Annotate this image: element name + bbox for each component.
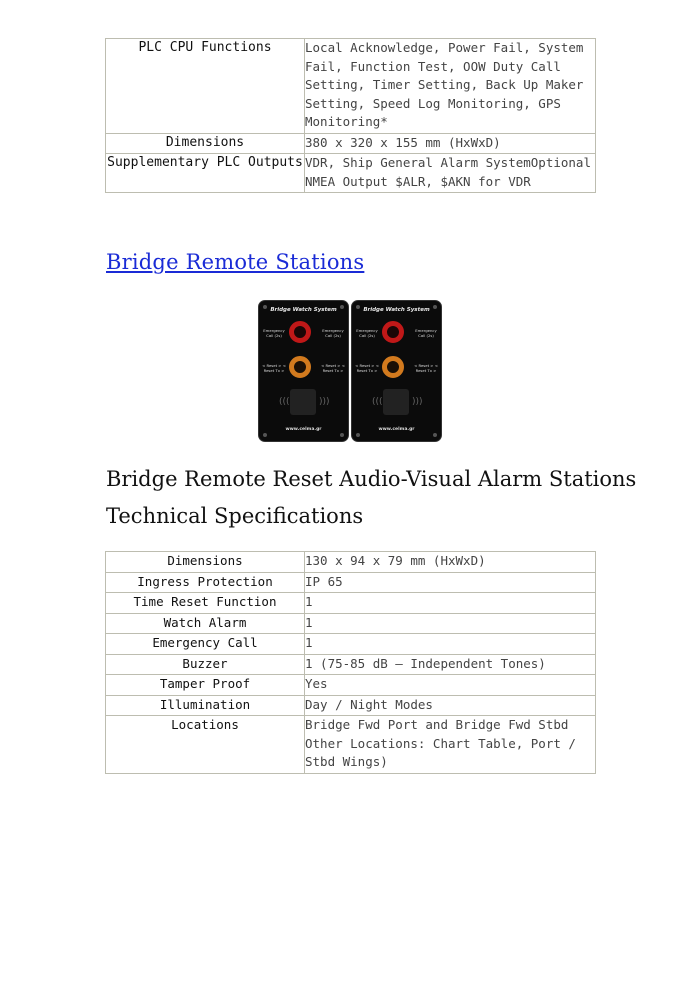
- remote-station-panel: [351, 300, 442, 442]
- panel-url: www.celma.gr: [285, 427, 322, 432]
- emergency-label: Emergency Call (2s): [322, 328, 344, 338]
- reset-label: < Reset > < Reset Tx >: [321, 363, 345, 373]
- table-row: [106, 654, 596, 675]
- section-subheading: Technical Specifications: [106, 504, 364, 528]
- reset-label: < Reset > < Reset Tx >: [262, 363, 286, 373]
- station-spec-table: [105, 551, 596, 774]
- table-row: [106, 695, 596, 716]
- spec-value: IP 65: [305, 572, 596, 593]
- spec-label: Illumination: [106, 695, 305, 716]
- table-row: [106, 613, 596, 634]
- emergency-label: Emergency Call (2s): [356, 328, 378, 338]
- spec-value: 130 x 94 x 79 mm (HxWxD): [305, 552, 596, 573]
- spec-label: Time Reset Function: [106, 593, 305, 614]
- emergency-call-button: [289, 321, 311, 343]
- spec-label: Locations: [106, 716, 305, 774]
- reset-label: < Reset > < Reset Tx >: [414, 363, 438, 373]
- spec-label: Dimensions: [106, 133, 305, 154]
- buzzer-speaker: [290, 389, 316, 415]
- panel-url: www.celma.gr: [378, 427, 415, 432]
- spec-label: Ingress Protection: [106, 572, 305, 593]
- spec-value: Bridge Fwd Port and Bridge Fwd Stbd Other Locations: Chart Table, Port / Stbd Wings): [305, 716, 596, 774]
- buzzer-speaker: [383, 389, 409, 415]
- sound-wave-icon: (((: [279, 397, 290, 407]
- spec-value: Yes: [305, 675, 596, 696]
- section-heading: Bridge Remote Reset Audio-Visual Alarm Stations: [106, 467, 637, 491]
- panel-title: Bridge Watch System: [270, 307, 337, 313]
- spec-value: 1: [305, 613, 596, 634]
- bridge-remote-stations-link[interactable]: Bridge Remote Stations: [106, 250, 365, 274]
- spec-label: Supplementary PLC Outputs: [106, 154, 305, 193]
- spec-value: Local Acknowledge, Power Fail, System Fail, Function Test, OOW Duty Call Setting, Timer Setting, Back Up Maker Setting, Speed Log Monitoring, GPS Monitoring*: [305, 39, 596, 134]
- spec-label: Buzzer: [106, 654, 305, 675]
- screw-icon: [263, 433, 267, 437]
- table-row: [106, 39, 596, 134]
- table-row: [106, 634, 596, 655]
- screw-icon: [356, 433, 360, 437]
- reset-label: < Reset > < Reset Tx >: [355, 363, 379, 373]
- plc-spec-table: [105, 38, 596, 193]
- reset-button: [382, 356, 404, 378]
- sound-wave-icon: (((: [372, 397, 383, 407]
- spec-value: 380 x 320 x 155 mm (HxWxD): [305, 133, 596, 154]
- spec-label: Dimensions: [106, 552, 305, 573]
- spec-label: Tamper Proof: [106, 675, 305, 696]
- remote-stations-photo: [258, 300, 442, 440]
- emergency-label: Emergency Call (2s): [263, 328, 285, 338]
- reset-button: [289, 356, 311, 378]
- spec-label: PLC CPU Functions: [106, 39, 305, 134]
- screw-icon: [340, 433, 344, 437]
- emergency-label: Emergency Call (2s): [415, 328, 437, 338]
- spec-value: Day / Night Modes: [305, 695, 596, 716]
- spec-label: Emergency Call: [106, 634, 305, 655]
- screw-icon: [433, 433, 437, 437]
- remote-station-panel: [258, 300, 349, 442]
- table-row: [106, 716, 596, 774]
- sound-wave-icon: ))): [412, 397, 423, 407]
- spec-value: 1: [305, 593, 596, 614]
- spec-label: Watch Alarm: [106, 613, 305, 634]
- table-row: [106, 572, 596, 593]
- spec-value: 1 (75-85 dB – Independent Tones): [305, 654, 596, 675]
- panel-title: Bridge Watch System: [363, 307, 430, 313]
- table-row: [106, 154, 596, 193]
- table-row: [106, 133, 596, 154]
- emergency-call-button: [382, 321, 404, 343]
- table-row: [106, 675, 596, 696]
- spec-value: 1: [305, 634, 596, 655]
- table-row: [106, 552, 596, 573]
- spec-value: VDR, Ship General Alarm SystemOptional NMEA Output $ALR, $AKN for VDR: [305, 154, 596, 193]
- table-row: [106, 593, 596, 614]
- sound-wave-icon: ))): [319, 397, 330, 407]
